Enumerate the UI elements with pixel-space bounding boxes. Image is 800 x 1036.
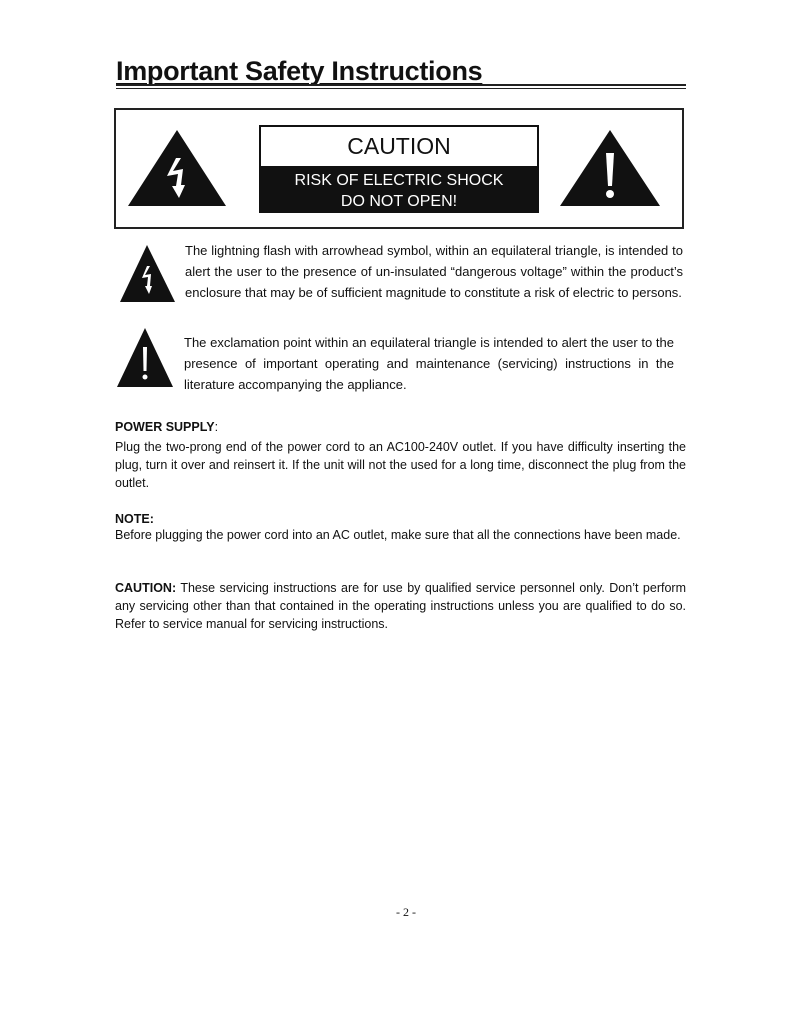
lightning-triangle-icon: [126, 128, 228, 208]
page-title: Important Safety Instructions: [116, 56, 483, 86]
caution-subtitle: [261, 167, 537, 212]
title-rule: [116, 84, 686, 89]
exclamation-triangle-icon: [558, 128, 662, 208]
page-number: - 2 -: [396, 905, 416, 919]
power-supply-text: Plug the two-prong end of the power cord to an AC100-240V outlet. If you have difficulty inserting the plug, turn it over and reinsert it. If the unit will not the used for a long time, disconnect the plug from the outlet.: [115, 440, 686, 490]
caution-title: CAUTION: [261, 127, 537, 166]
caution-heading: CAUTION:: [115, 581, 177, 595]
caution-line-2: DO NOT OPEN!: [340, 193, 458, 210]
note-heading: NOTE:: [115, 512, 154, 526]
exclamation-symbol-description: The exclamation point within an equilateral triangle is intended to alert the user to the presence of important operating and maintenance (servicing) instructions in the literature accompanying the appliance.: [184, 335, 674, 392]
power-supply-colon: :: [214, 420, 219, 434]
power-supply-heading: [115, 418, 686, 436]
caution-paragraph: [115, 579, 697, 633]
caution-line-1: RISK OF ELECTRIC SHOCK: [294, 172, 504, 189]
lightning-symbol-description: The lightning flash with arrowhead symbol, within an equilateral triangle, is intended to alert the user to the presence of un-insulated “dangerous voltage” within the product’s enclosure that may be of sufficient magnitude to constitute a risk of electric to persons.: [185, 243, 683, 300]
note-text: Before plugging the power cord into an AC outlet, make sure that all the connections have been made.: [115, 528, 681, 542]
power-supply-heading-text: POWER SUPPLY: [115, 420, 215, 434]
exclamation-triangle-icon: [116, 327, 174, 388]
lightning-triangle-icon: [119, 244, 176, 303]
caution-text: These servicing instructions are for use by qualified service personnel only. Don’t perform any servicing other than that contained in the operating instructions unless you are qualified to do so. Refer to service manual for servicing instructions.: [115, 581, 697, 631]
caution-label: [259, 125, 539, 213]
